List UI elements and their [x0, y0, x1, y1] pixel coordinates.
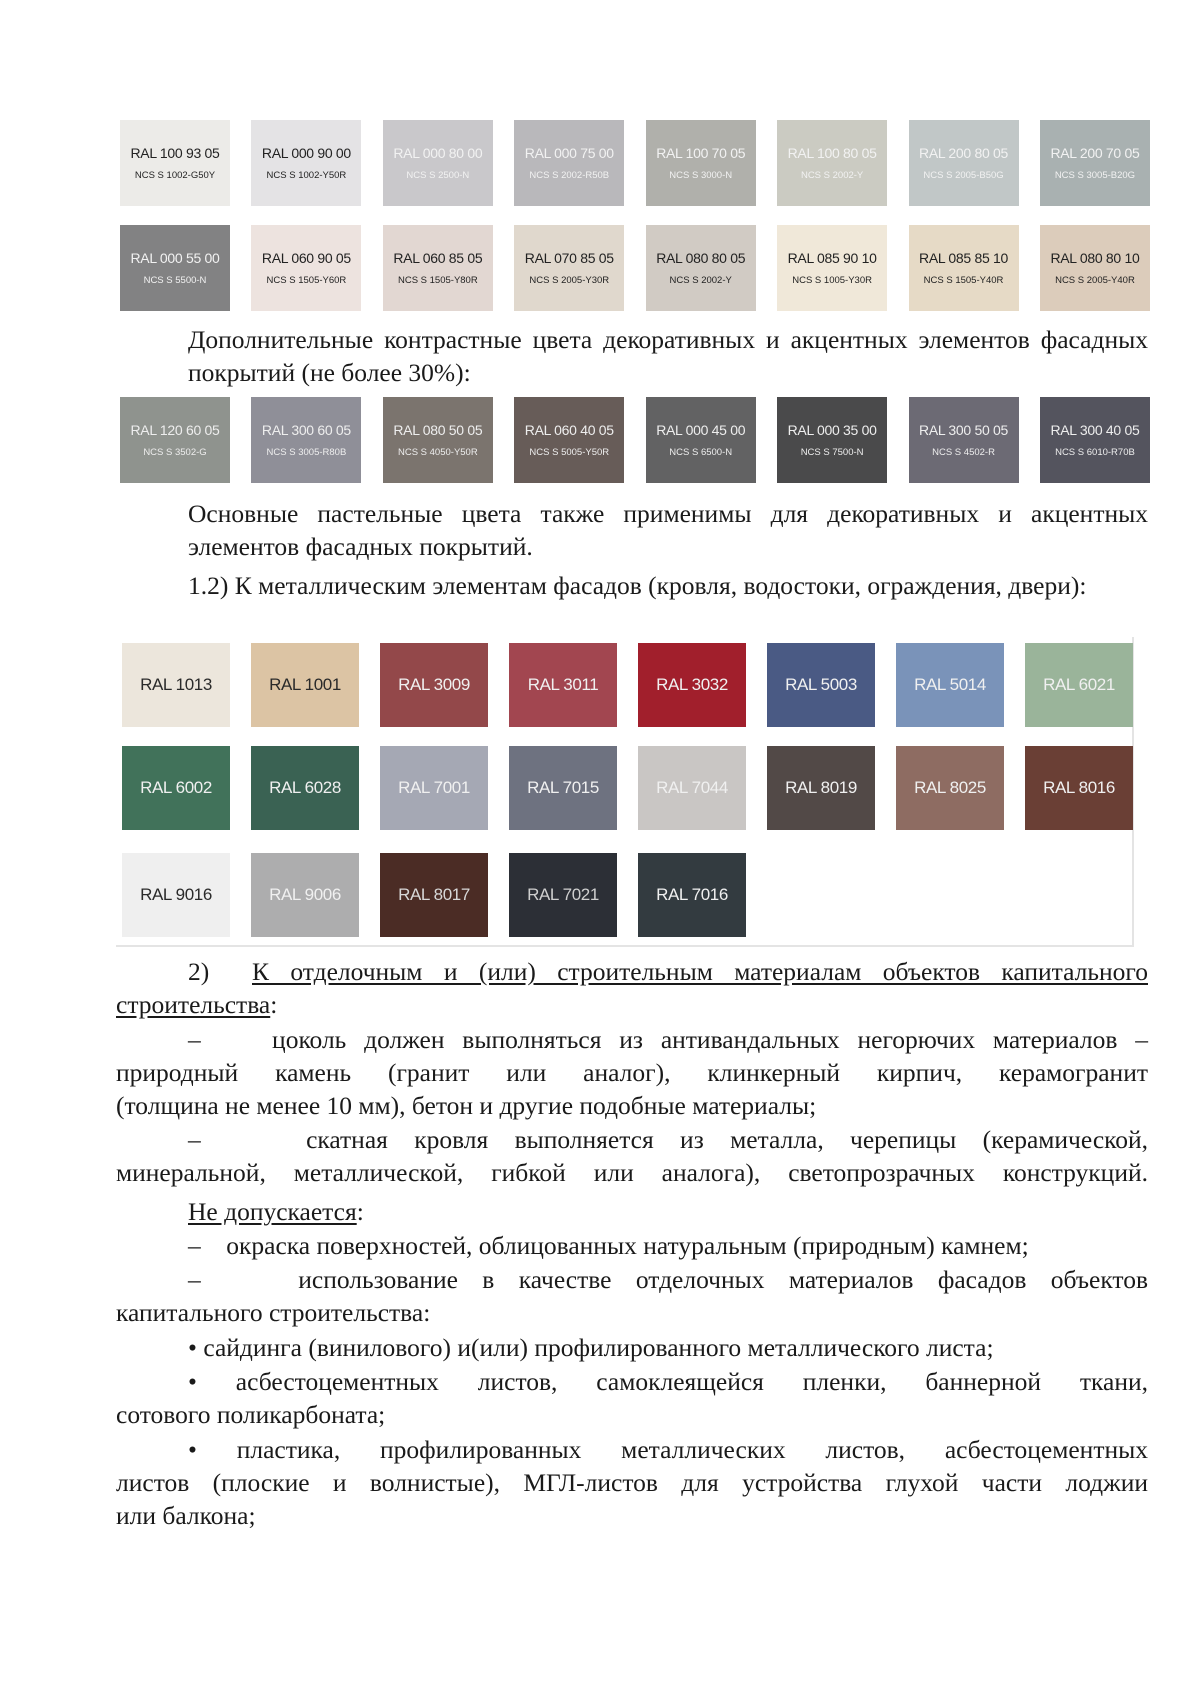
- color-swatch: [777, 120, 887, 206]
- dash-marker: –: [188, 1125, 201, 1154]
- swatch-ral-code: RAL 000 90 00: [261, 145, 351, 161]
- asbestos-line1: [116, 1365, 1148, 1398]
- asbestos-text-line1: асбестоцементных листов, самоклеящейся пленки, баннерной ткани,: [235, 1367, 1148, 1396]
- metal-color-swatch: [638, 853, 746, 937]
- section2-number: 2): [188, 957, 210, 986]
- metal-color-swatch: [638, 643, 746, 727]
- swatch-ral-code: RAL 6028: [269, 778, 341, 797]
- swatch-ncs-code: NCS S 7500-N: [800, 447, 864, 458]
- color-swatch: [251, 397, 361, 483]
- color-swatch: [1040, 120, 1150, 206]
- swatch-ncs-code: NCS S 1505-Y40R: [923, 275, 1004, 286]
- metal-color-swatch: [1025, 643, 1133, 727]
- materials-line1: [116, 1263, 1148, 1296]
- metal-color-swatch: [251, 643, 359, 727]
- not-allowed-item-painting: [116, 1229, 1148, 1262]
- metal-color-swatch: [380, 746, 488, 830]
- siding-text: сайдинга (винилового) и(или) профилированного металлического листа;: [203, 1333, 994, 1362]
- swatch-ral-code: RAL 5014: [914, 675, 986, 694]
- swatch-ral-code: RAL 8025: [914, 778, 986, 797]
- contrast-swatch-row: [120, 397, 1150, 483]
- swatch-ncs-code: NCS S 2005-Y40R: [1055, 275, 1135, 286]
- swatch-ral-code: RAL 200 80 05: [919, 145, 1009, 161]
- materials-text-line1: использование в качестве отделочных материалов фасадов объектов: [298, 1265, 1148, 1294]
- color-swatch: [646, 225, 756, 311]
- section2-heading-line1: [116, 955, 1148, 988]
- swatch-ncs-code: NCS S 4502-R: [932, 447, 995, 458]
- section2-heading: [116, 955, 1148, 1021]
- swatch-ncs-code: NCS S 3502-G: [143, 447, 207, 458]
- swatch-ral-code: RAL 7016: [656, 885, 728, 904]
- section2-title-line1: К отделочным и (или) строительным материалам объектов капитального: [252, 957, 1148, 986]
- plinth-text-line1: цоколь должен выполняться из антивандальных негорючих материалов –: [272, 1025, 1148, 1054]
- bullet-plastic: [116, 1433, 1148, 1532]
- swatch-ral-code: RAL 085 85 10: [919, 250, 1009, 266]
- metal-elements-paragraph: 1.2) К металлическим элементам фасадов (кровля, водостоки, ограждения, двери):: [188, 571, 1087, 600]
- color-swatch: [251, 225, 361, 311]
- swatch-ral-code: RAL 3032: [656, 675, 728, 694]
- not-allowed-colon: :: [356, 1197, 364, 1226]
- roof-text-line1: скатная кровля выполняется из металла, черепицы (керамической,: [306, 1125, 1149, 1154]
- swatch-ral-code: RAL 100 70 05: [656, 145, 746, 161]
- metal-color-swatch: [767, 643, 875, 727]
- swatch-ncs-code: NCS S 3000-N: [669, 170, 733, 181]
- color-swatch: [1040, 225, 1150, 311]
- pastel-swatch-row-2: [120, 225, 1150, 311]
- swatch-ral-code: RAL 7015: [527, 778, 599, 797]
- swatch-ral-code: RAL 000 75 00: [524, 145, 614, 161]
- swatch-ral-code: RAL 7001: [398, 778, 470, 797]
- metal-color-swatch: [380, 853, 488, 937]
- bullet-marker: •: [188, 1367, 197, 1396]
- metal-color-swatch: [251, 853, 359, 937]
- dash-marker: –: [188, 1265, 201, 1294]
- swatch-ral-code: RAL 000 80 00: [393, 145, 483, 161]
- bullet-siding: [116, 1331, 1148, 1364]
- swatch-ncs-code: NCS S 2500-N: [406, 170, 470, 181]
- plinth-line1: [116, 1023, 1148, 1056]
- swatch-ncs-code: NCS S 6010-R70B: [1055, 447, 1135, 458]
- swatch-ral-code: RAL 000 55 00: [130, 250, 220, 266]
- swatch-ncs-code: NCS S 3005-B20G: [1054, 170, 1136, 181]
- color-swatch: [777, 225, 887, 311]
- dash-marker: –: [188, 1231, 201, 1260]
- swatch-ral-code: RAL 7044: [656, 778, 728, 797]
- swatch-ral-code: RAL 100 93 05: [130, 145, 220, 161]
- metal-color-swatch: [509, 853, 617, 937]
- swatch-ral-code: RAL 085 90 10: [787, 250, 877, 266]
- swatch-ncs-code: NCS S 1505-Y60R: [266, 275, 347, 286]
- color-swatch: [909, 120, 1019, 206]
- metal-swatch-row-3: [122, 853, 767, 937]
- plastic-line3: или балкона;: [116, 1501, 256, 1530]
- color-swatch: [646, 120, 756, 206]
- metal-color-swatch: [380, 643, 488, 727]
- materials-line2: капитального строительства:: [116, 1298, 431, 1327]
- swatch-ral-code: RAL 3011: [527, 675, 599, 694]
- asbestos-line2: сотового поликарбоната;: [116, 1400, 386, 1429]
- metal-color-swatch: [767, 746, 875, 830]
- swatch-ral-code: RAL 060 85 05: [393, 250, 483, 266]
- metal-color-swatch: [509, 643, 617, 727]
- metal-color-swatch: [896, 746, 1004, 830]
- swatch-ral-code: RAL 080 80 05: [656, 250, 746, 266]
- roof-requirement: [116, 1123, 1148, 1189]
- plastic-text-line1: пластика, профилированных металлических листов, асбестоцементных: [236, 1435, 1148, 1464]
- dash-marker: –: [188, 1025, 201, 1054]
- swatch-ral-code: RAL 060 40 05: [524, 422, 614, 438]
- swatch-ncs-code: NCS S 3005-R80B: [266, 447, 347, 458]
- swatch-ral-code: RAL 080 80 10: [1050, 250, 1140, 266]
- not-allowed-label: Не допускается: [188, 1197, 357, 1226]
- color-swatch: [120, 225, 230, 311]
- swatch-ral-code: RAL 000 45 00: [656, 422, 746, 438]
- swatch-ncs-code: NCS S 4050-Y50R: [397, 447, 478, 458]
- color-swatch: [777, 397, 887, 483]
- metal-color-swatch: [638, 746, 746, 830]
- swatch-ral-code: RAL 3009: [398, 675, 470, 694]
- swatch-ral-code: RAL 8019: [785, 778, 857, 797]
- pastel-applicability-paragraph: Основные пастельные цвета также применимы для декоративных и акцентных элементов фасадных покрытий.: [188, 499, 1148, 561]
- metal-swatch-row-1: [122, 643, 1154, 727]
- contrast-colors-paragraph: Дополнительные контрастные цвета декоративных и акцентных элементов фасадных покрытий (не более 30%):: [188, 325, 1148, 387]
- color-swatch: [646, 397, 756, 483]
- swatch-ral-code: RAL 8016: [1043, 778, 1115, 797]
- swatch-ral-code: RAL 100 80 05: [787, 145, 877, 161]
- metal-color-swatch: [896, 643, 1004, 727]
- metal-colors-panel: [116, 637, 1134, 947]
- color-swatch: [909, 397, 1019, 483]
- swatch-ral-code: RAL 300 50 05: [919, 422, 1009, 438]
- swatch-ncs-code: NCS S 1505-Y80R: [397, 275, 478, 286]
- not-allowed-heading: [116, 1195, 1148, 1228]
- swatch-ral-code: RAL 120 60 05: [130, 422, 220, 438]
- color-swatch: [383, 120, 493, 206]
- section2-title-line2: строительства: [116, 990, 271, 1019]
- metal-swatch-row-2: [122, 746, 1154, 830]
- swatch-ral-code: RAL 6021: [1043, 675, 1115, 694]
- swatch-ral-code: RAL 070 85 05: [524, 250, 614, 266]
- swatch-ncs-code: NCS S 1002-Y50R: [266, 170, 347, 181]
- color-swatch: [120, 120, 230, 206]
- swatch-ncs-code: NCS S 5500-N: [143, 275, 207, 286]
- metal-color-swatch: [251, 746, 359, 830]
- color-swatch: [1040, 397, 1150, 483]
- swatch-ral-code: RAL 300 40 05: [1050, 422, 1140, 438]
- roof-line2: минеральной, металлической, гибкой или аналога), светопрозрачных конструкций.: [116, 1158, 1148, 1187]
- swatch-ral-code: RAL 7021: [527, 885, 599, 904]
- swatch-ncs-code: NCS S 1005-Y30R: [792, 275, 872, 286]
- swatch-ncs-code: NCS S 6500-N: [669, 447, 733, 458]
- metal-color-swatch: [122, 853, 230, 937]
- metal-color-swatch: [1025, 746, 1133, 830]
- swatch-ncs-code: NCS S 5005-Y50R: [529, 447, 610, 458]
- metal-color-swatch: [509, 746, 617, 830]
- swatch-ncs-code: NCS S 2002-R50B: [529, 170, 610, 181]
- painting-text: окраска поверхностей, облицованных натуральным (природным) камнем;: [226, 1231, 1029, 1260]
- swatch-ral-code: RAL 8017: [398, 885, 470, 904]
- swatch-ral-code: RAL 9006: [269, 885, 341, 904]
- plinth-requirement: [116, 1023, 1148, 1122]
- plastic-line1: [116, 1433, 1148, 1466]
- section2-colon: :: [270, 990, 278, 1019]
- plinth-line3: (толщина не менее 10 мм), бетон и другие подобные материалы;: [116, 1091, 817, 1120]
- swatch-ral-code: RAL 5003: [785, 675, 857, 694]
- not-allowed-item-materials: [116, 1263, 1148, 1329]
- color-swatch: [909, 225, 1019, 311]
- color-swatch: [514, 225, 624, 311]
- section2-heading-line2: [116, 988, 1148, 1021]
- color-swatch: [514, 397, 624, 483]
- swatch-ral-code: RAL 000 35 00: [787, 422, 877, 438]
- swatch-ncs-code: NCS S 2005-B50G: [923, 170, 1004, 181]
- swatch-ral-code: RAL 300 60 05: [261, 422, 351, 438]
- swatch-ral-code: RAL 9016: [140, 885, 212, 904]
- bullet-marker: •: [188, 1333, 197, 1362]
- swatch-ncs-code: NCS S 1002-G50Y: [134, 170, 216, 181]
- swatch-ral-code: RAL 1001: [269, 675, 341, 694]
- swatch-ncs-code: NCS S 2002-Y: [669, 275, 732, 286]
- swatch-ral-code: RAL 200 70 05: [1050, 145, 1140, 161]
- color-swatch: [383, 225, 493, 311]
- metal-color-swatch: [122, 746, 230, 830]
- plastic-line2: листов (плоские и волнистые), МГЛ-листов для устройства глухой части лоджии: [116, 1468, 1148, 1497]
- bullet-marker: •: [188, 1435, 197, 1464]
- color-swatch: [514, 120, 624, 206]
- swatch-ncs-code: NCS S 2002-Y: [800, 170, 864, 181]
- roof-line1: [116, 1123, 1148, 1156]
- color-swatch: [251, 120, 361, 206]
- swatch-ral-code: RAL 060 90 05: [261, 250, 351, 266]
- color-swatch: [120, 397, 230, 483]
- color-swatch: [383, 397, 493, 483]
- swatch-ncs-code: NCS S 2005-Y30R: [529, 275, 610, 286]
- swatch-ral-code: RAL 6002: [140, 778, 212, 797]
- pastel-swatch-row-1: [120, 120, 1150, 206]
- bullet-asbestos: [116, 1365, 1148, 1431]
- metal-color-swatch: [122, 643, 230, 727]
- swatch-ral-code: RAL 1013: [140, 675, 212, 694]
- plinth-line2: природный камень (гранит или аналог), клинкерный кирпич, керамогранит: [116, 1058, 1148, 1087]
- swatch-ral-code: RAL 080 50 05: [393, 422, 483, 438]
